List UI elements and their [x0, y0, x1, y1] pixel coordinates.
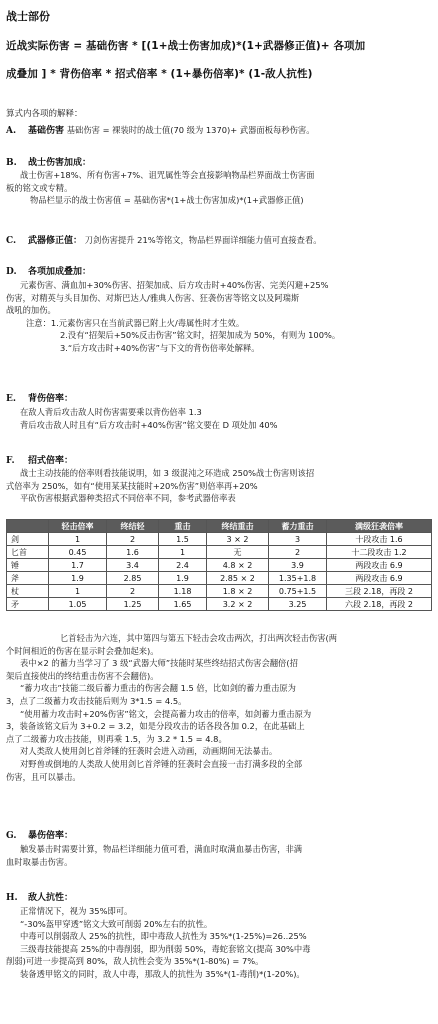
- table-cell: 锤: [7, 559, 49, 572]
- section-d-heading: D. 各项加成叠加：: [6, 267, 92, 277]
- table-cell: 剑: [7, 533, 49, 546]
- table-cell: 0.75+1.5: [269, 585, 327, 598]
- table-row: [7, 559, 432, 572]
- table-cell: 2: [107, 585, 159, 598]
- table-cell: 1.6: [107, 546, 159, 559]
- section-f-heading: F. 招式倍率：: [6, 456, 74, 466]
- section-h-body: 正常情况下，视为 35%即可。 “-30%盔甲穿透”铭文大致可削弱 20%左右的抗性。 中毒可以削弱敌人 25%的抗性，即中毒敌人抗性为 35%*(1-25%)=26..25% 三级毒技能提高 25%的中毒削弱，即为削弱 50%，毒蛇套铭文(提高 30%中毒 削弱)可进一步提高到 80%，敌人抗性会变为 35%*(1-80%) = 7%。 装备透甲铭文的同时，敌人中毒，那敌人的抗性为 35%*(1-毒削)*(1-20%)。: [6, 906, 311, 979]
- table-row: [7, 572, 432, 585]
- section-h-heading: H. 敌人抗性：: [6, 893, 74, 903]
- table-cell: 3 × 2: [207, 533, 269, 546]
- table-cell: 2.85: [107, 572, 159, 585]
- table-cell: 终结重击: [207, 520, 269, 533]
- section-b-body: 战士伤害+18%、所有伤害+7%、诅咒属性等会直接影响物品栏界面战士伤害面 板的铭文或专精。 物品栏显示的战士伤害值 = 基础伤害*(1+战士伤害加成)*(1+武器修正值): [6, 170, 315, 206]
- table-cell: 1.35+1.8: [269, 572, 327, 585]
- table-cell: 矛: [7, 598, 49, 611]
- table-cell: 重击: [159, 520, 207, 533]
- table-cell: 蓄力重击: [269, 520, 327, 533]
- section-f-notes: 匕首轻击为六连，其中第四与第五下轻击会攻击两次，打出两次轻击伤害(两 个时间相近的伤害在显示时会叠加起来)。 表中×2 的蓄力当学习了 3 级“武器大师”技能时某些终结招式伤害会翻倍(招 架后直接使出的终结重击伤害不会翻倍)。 “蓄力攻击”技能二级后蓄力重击的伤害会翻 1.5 倍，比如剑的蓄力重击原为 3，点了二级蓄力攻击技能后则为 3*1.5 = 4.5。 “使用蓄力攻击时+20%伤害”铭文，会提高蓄力攻击的倍率，如剑蓄力重击原为 3，装备该铭文后为 3+0.2 = 3.2，如是分段攻击的话各段各加 0.2，在此基础上 点了二级蓄力攻击技能，则再乘 1.5，为 3.2 * 1.5 = 4.8。 对人类敌人使用剑匕首斧锤的狂袭时会进入动画，动画期间无法暴击。 对野兽或倒地的人类敌人使用剑匕首斧锤的狂袭时会直接一击打满多段的全部 伤害，且可以暴击。: [6, 633, 338, 782]
- section-g-heading: G. 暴伤倍率：: [6, 831, 74, 841]
- table-cell: 斧: [7, 572, 49, 585]
- table-cell: 满级狂袭倍率: [327, 520, 432, 533]
- table-header-row: [7, 520, 432, 533]
- page-title: 战士部份: [6, 10, 50, 23]
- table-cell: 无: [207, 546, 269, 559]
- section-f-body: 战士主动技能的倍率则看技能说明，如 3 级混沌之环造成 250%战士伤害则该招 式倍率为 250%，如有“使用某某技能时+20%伤害”则倍率再+20% 平砍伤害根据武器种类招式不同倍率不同，参考武器倍率表: [6, 468, 315, 504]
- table-row: [7, 598, 432, 611]
- table-cell: 1.9: [159, 572, 207, 585]
- table-cell: 匕首: [7, 546, 49, 559]
- table-cell: 两段攻击 6.9: [327, 572, 432, 585]
- table-cell: 1: [49, 533, 107, 546]
- table-cell: 1.7: [49, 559, 107, 572]
- table-row: [7, 546, 432, 559]
- table-cell: 十二段攻击 1.2: [327, 546, 432, 559]
- table-cell: 1.9: [49, 572, 107, 585]
- table-cell: 轻击倍率: [49, 520, 107, 533]
- table-cell: 3.25: [269, 598, 327, 611]
- table-cell: 3: [269, 533, 327, 546]
- table-cell: 1.8 × 2: [207, 585, 269, 598]
- table-cell: 三段 2.18，再段 2: [327, 585, 432, 598]
- formula-line-2: 成叠加 ] * 背伤倍率 * 招式倍率 * (1+暴伤倍率)* (1-敌人抗性): [6, 68, 313, 80]
- table-cell: 杖: [7, 585, 49, 598]
- table-cell: 2.4: [159, 559, 207, 572]
- section-d-body: 元素伤害、满血加+30%伤害、招架加成、后方攻击时+40%伤害、完美闪避+25% 伤害，对精英与头目加伤、对斯巴达人/雅典人伤害、狂袭伤害等铭文以及阿瑞斯 战吼的加伤。 注意：1.元素伤害只在当前武器已附上火/毒属性时才生效。 2.没有“招架后+50%反击伤害”铭文时，招架加成为 50%，有则为 100%。 3.“后方攻击时+40%伤害”与下文的背伤倍率处解释。: [6, 280, 341, 353]
- table-cell: 4.8 × 2: [207, 559, 269, 572]
- table-cell: 1.25: [107, 598, 159, 611]
- section-e-body: 在敌人背后攻击敌人时伤害需要乘以背伤倍率 1.3 背后攻击敌人时且有“后方攻击时+40%伤害”铭文要在 D 项处加 40%: [20, 407, 278, 430]
- intro-text: 算式内各项的解释：: [6, 109, 83, 119]
- table-cell: 0.45: [49, 546, 107, 559]
- table-cell: 1: [49, 585, 107, 598]
- table-cell: 2.85 × 2: [207, 572, 269, 585]
- table-cell: 1.18: [159, 585, 207, 598]
- table-cell: 3.4: [107, 559, 159, 572]
- table-cell: 六段 2.18，再段 2: [327, 598, 432, 611]
- table-cell: 3.9: [269, 559, 327, 572]
- section-c-heading: C. 武器修正值： 刀剑伤害提升 21%等铭文，物品栏界面详细能力值可直接查看。: [6, 235, 322, 246]
- section-a-heading: A. 基础伤害 基础伤害 = 裸装时的战士值(70 级为 1370)+ 武器面板每秒伤害。: [6, 125, 315, 136]
- table-cell: 两段攻击 6.9: [327, 559, 432, 572]
- table-cell: 十段攻击 1.6: [327, 533, 432, 546]
- table-cell: 1.5: [159, 533, 207, 546]
- table-cell: 1: [159, 546, 207, 559]
- table-cell: 1.65: [159, 598, 207, 611]
- table-cell: 终结轻: [107, 520, 159, 533]
- table-row: [7, 585, 432, 598]
- table-cell: 1.05: [49, 598, 107, 611]
- table-cell: 2: [107, 533, 159, 546]
- formula-line-1: 近战实际伤害 = 基础伤害 * [(1+战士伤害加成)*(1+武器修正值)+ 各项加: [6, 40, 366, 52]
- section-b-heading: B. 战士伤害加成：: [6, 158, 92, 168]
- section-e-heading: E. 背伤倍率：: [6, 394, 74, 404]
- weapon-multiplier-table: [6, 519, 432, 611]
- table-cell: 2: [269, 546, 327, 559]
- table-row: [7, 533, 432, 546]
- table-cell: 3.2 × 2: [207, 598, 269, 611]
- table-cell: [7, 520, 49, 533]
- section-g-body: 触发暴击时需要计算，物品栏详细能力值可看，满血时取满血暴击伤害，非满 血时取暴击伤害。: [6, 844, 303, 867]
